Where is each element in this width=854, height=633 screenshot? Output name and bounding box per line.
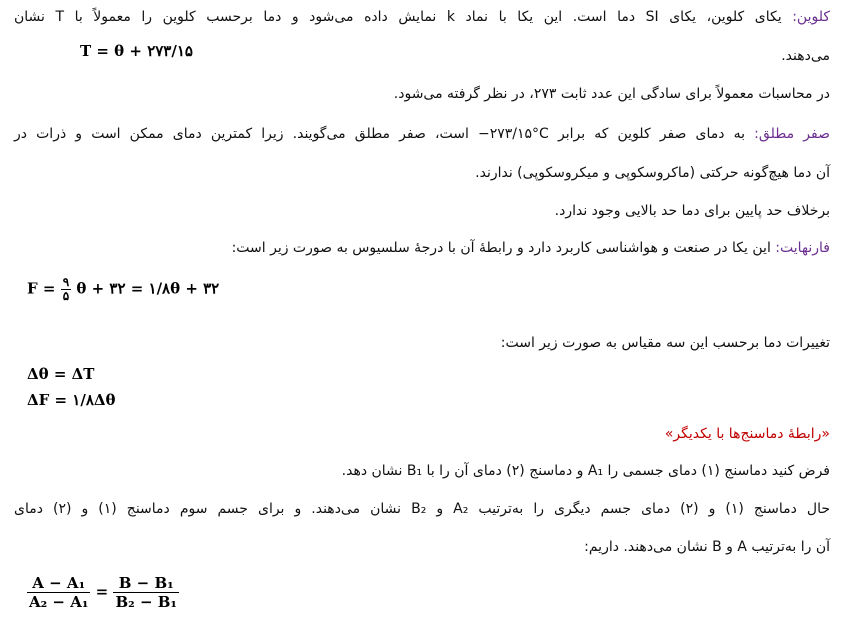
fraction-denominator: ۵ — [62, 289, 70, 303]
delta-f-equation: ΔF = ۱/۸Δθ — [27, 391, 116, 409]
equals-sign: = — [95, 582, 109, 601]
relation-heading: «رابطهٔ دماسنج‌ها با یکدیگر» — [664, 426, 830, 442]
fahrenheit-formula — [27, 276, 219, 303]
relation-fraction-right — [113, 574, 179, 611]
relation-fraction-left — [27, 574, 90, 611]
relation-formula — [27, 574, 179, 611]
fahrenheit-fraction — [61, 276, 71, 303]
absolute-zero-term: صفر مطلق: — [754, 126, 831, 142]
relation-line1: فرض کنید دماسنج (۱) دمای جسمی را A₁ و دماسنج (۲) دمای آن را با B₁ نشان دهد. — [341, 463, 830, 479]
fahrenheit-term: فارنهایت: — [775, 240, 830, 256]
fraction-left-denominator: A₂ − A₁ — [29, 593, 89, 611]
relation-line2: حال دماسنج (۱) و (۲) دمای جسم دیگری را به‌ترتیب A₂ و B₂ نشان می‌دهند. و برای جسم سوم دماسنج (۱) و (۲) دمای — [14, 501, 831, 517]
fahrenheit-formula-rhs: θ + ۳۲ = ۱/۸θ + ۳۲ — [76, 279, 220, 298]
delta-theta-equation: Δθ = ΔT — [27, 365, 95, 383]
fraction-numerator: ۹ — [62, 275, 70, 289]
fahrenheit-formula-lhs: F = — [27, 279, 56, 298]
absolute-zero-line1 — [14, 124, 830, 144]
fraction-right-numerator: B − B₁ — [113, 574, 179, 593]
absolute-zero-line3: برخلاف حد پایین برای دما حد بالایی وجود ندارد. — [554, 203, 830, 219]
kelvin-text-line1: یکای کلوین، یکای SI دما است. این یکا با نماد k نمایش داده می‌شود و دما برحسب کلوین را معمولاً با T نشان — [14, 9, 782, 25]
kelvin-formula: T = θ + ۲۷۳/۱۵ — [80, 42, 193, 60]
kelvin-paragraph-line1 — [14, 7, 830, 27]
fahrenheit-text: این یکا در صنعت و هواشناسی کاربرد دارد و رابطهٔ آن با درجهٔ سلسیوس به صورت زیر است: — [231, 240, 771, 256]
fraction-left-numerator: A − A₁ — [27, 574, 90, 593]
fahrenheit-paragraph — [14, 238, 830, 258]
relation-line3: آن را به‌ترتیب A و B نشان می‌دهند. داریم: — [584, 539, 830, 555]
kelvin-term: کلوین: — [792, 9, 831, 25]
fraction-right-denominator: B₂ − B₁ — [115, 593, 177, 611]
kelvin-text-line2: می‌دهند. — [781, 48, 830, 64]
absolute-zero-text-line1: به دمای صفر کلوین که برابر ‎−۲۷۳/۱۵°C‎ است، صفر مطلق می‌گویند. زیرا کمترین دمای ممکن است و ذرات در — [14, 126, 746, 142]
changes-text: تغییرات دما برحسب این سه مقیاس به صورت زیر است: — [500, 335, 830, 351]
absolute-zero-line2: آن دما هیچ‌گونه حرکتی (ماکروسکوپی و میکروسکوپی) ندارند. — [475, 165, 830, 181]
kelvin-note: در محاسبات معمولاً برای سادگی این عدد ثابت ۲۷۳، در نظر گرفته می‌شود. — [393, 86, 830, 102]
